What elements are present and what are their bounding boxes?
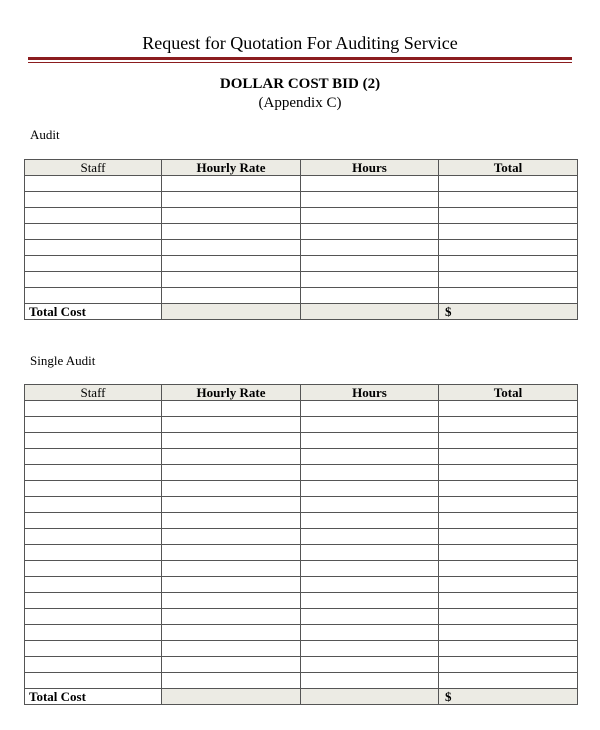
hours-cell[interactable] <box>301 176 439 192</box>
total-cell[interactable] <box>439 609 578 625</box>
audit-total-label: Total Cost <box>25 304 162 320</box>
table-header-row <box>25 385 578 401</box>
table-row <box>25 625 578 641</box>
hours-cell[interactable] <box>301 513 439 529</box>
hours-cell[interactable] <box>301 465 439 481</box>
table-header-row <box>25 160 578 176</box>
total-cell[interactable] <box>439 657 578 673</box>
single-audit-section-label: Single Audit <box>30 353 96 368</box>
total-cell[interactable] <box>439 192 578 208</box>
hours-cell[interactable] <box>301 609 439 625</box>
hourly-rate-cell[interactable] <box>162 272 301 288</box>
hours-cell[interactable] <box>301 272 439 288</box>
total-cell[interactable] <box>439 593 578 609</box>
total-cell[interactable] <box>439 641 578 657</box>
title-rule-thick <box>28 57 572 60</box>
table-row <box>25 256 578 272</box>
total-cell[interactable] <box>439 465 578 481</box>
staff-cell[interactable] <box>25 401 162 417</box>
hourly-rate-cell[interactable] <box>162 208 301 224</box>
single-audit-total-row <box>25 689 578 705</box>
total-cell[interactable] <box>439 288 578 304</box>
total-cell[interactable] <box>439 256 578 272</box>
total-cell[interactable] <box>439 417 578 433</box>
table-row <box>25 641 578 657</box>
hourly-rate-cell[interactable] <box>162 433 301 449</box>
single-audit-rows <box>25 401 578 689</box>
hours-cell[interactable] <box>301 417 439 433</box>
hourly-rate-cell[interactable] <box>162 192 301 208</box>
hours-cell[interactable] <box>301 545 439 561</box>
staff-cell[interactable] <box>25 240 162 256</box>
hourly-rate-cell[interactable] <box>162 497 301 513</box>
hours-cell[interactable] <box>301 641 439 657</box>
staff-cell[interactable] <box>25 449 162 465</box>
total-cell[interactable] <box>439 240 578 256</box>
hourly-rate-cell[interactable] <box>162 641 301 657</box>
staff-cell[interactable] <box>25 609 162 625</box>
staff-cell[interactable] <box>25 208 162 224</box>
hourly-rate-cell[interactable] <box>162 256 301 272</box>
staff-cell[interactable] <box>25 272 162 288</box>
staff-cell[interactable] <box>25 625 162 641</box>
document-title: Request for Quotation For Auditing Service <box>142 33 458 53</box>
bid-subtitle: (Appendix C) <box>258 95 342 111</box>
hourly-rate-cell[interactable] <box>162 481 301 497</box>
hours-cell[interactable] <box>301 256 439 272</box>
hours-column-header: Hours <box>301 385 439 401</box>
hours-cell[interactable] <box>301 224 439 240</box>
hours-cell[interactable] <box>301 529 439 545</box>
hourly-rate-cell[interactable] <box>162 529 301 545</box>
title-rule-thin <box>28 62 572 63</box>
staff-cell[interactable] <box>25 417 162 433</box>
hours-cell[interactable] <box>301 481 439 497</box>
hourly-rate-cell[interactable] <box>162 545 301 561</box>
table-row <box>25 192 578 208</box>
table-row <box>25 529 578 545</box>
single-audit-cost-table <box>24 384 578 705</box>
audit-total-row <box>25 304 578 320</box>
total-cell[interactable] <box>439 625 578 641</box>
hours-cell[interactable] <box>301 449 439 465</box>
staff-cell[interactable] <box>25 497 162 513</box>
table-row <box>25 609 578 625</box>
table-row <box>25 577 578 593</box>
single-audit-total-rate-cell <box>162 689 301 705</box>
hourly-rate-cell[interactable] <box>162 577 301 593</box>
hourly-rate-cell[interactable] <box>162 593 301 609</box>
table-row <box>25 545 578 561</box>
hours-cell[interactable] <box>301 240 439 256</box>
staff-cell[interactable] <box>25 481 162 497</box>
staff-cell[interactable] <box>25 673 162 689</box>
total-cell[interactable] <box>439 673 578 689</box>
total-cell[interactable] <box>439 481 578 497</box>
staff-cell[interactable] <box>25 288 162 304</box>
staff-cell[interactable] <box>25 513 162 529</box>
hours-cell[interactable] <box>301 561 439 577</box>
total-cell[interactable] <box>439 272 578 288</box>
table-row <box>25 465 578 481</box>
audit-total-hours-cell <box>301 304 439 320</box>
staff-cell[interactable] <box>25 577 162 593</box>
total-cell[interactable] <box>439 176 578 192</box>
hours-cell[interactable] <box>301 625 439 641</box>
hours-cell[interactable] <box>301 401 439 417</box>
table-row <box>25 401 578 417</box>
hours-cell[interactable] <box>301 577 439 593</box>
staff-column-header: Staff <box>25 160 162 176</box>
table-row <box>25 224 578 240</box>
total-cell[interactable] <box>439 513 578 529</box>
staff-cell[interactable] <box>25 256 162 272</box>
total-column-header: Total <box>439 385 578 401</box>
audit-rows <box>25 176 578 304</box>
audit-total-amount[interactable]: $ <box>439 304 578 320</box>
hourly-rate-cell[interactable] <box>162 224 301 240</box>
staff-cell[interactable] <box>25 224 162 240</box>
table-row <box>25 433 578 449</box>
single-audit-total-hours-cell <box>301 689 439 705</box>
single-audit-total-label: Total Cost <box>25 689 162 705</box>
table-row <box>25 513 578 529</box>
hourly-rate-cell[interactable] <box>162 288 301 304</box>
staff-cell[interactable] <box>25 545 162 561</box>
staff-cell[interactable] <box>25 529 162 545</box>
staff-cell[interactable] <box>25 176 162 192</box>
staff-cell[interactable] <box>25 465 162 481</box>
table-row <box>25 481 578 497</box>
staff-cell[interactable] <box>25 641 162 657</box>
hourly-rate-cell[interactable] <box>162 609 301 625</box>
total-cell[interactable] <box>439 401 578 417</box>
hourly-rate-cell[interactable] <box>162 673 301 689</box>
hourly-rate-column-header: Hourly Rate <box>162 160 301 176</box>
hourly-rate-cell[interactable] <box>162 240 301 256</box>
table-row <box>25 288 578 304</box>
hours-cell[interactable] <box>301 673 439 689</box>
table-row <box>25 208 578 224</box>
hourly-rate-cell[interactable] <box>162 513 301 529</box>
total-cell[interactable] <box>439 577 578 593</box>
table-row <box>25 673 578 689</box>
audit-section-label: Audit <box>30 127 60 142</box>
total-cell[interactable] <box>439 433 578 449</box>
staff-cell[interactable] <box>25 192 162 208</box>
hourly-rate-cell[interactable] <box>162 625 301 641</box>
staff-cell[interactable] <box>25 657 162 673</box>
hourly-rate-cell[interactable] <box>162 417 301 433</box>
hourly-rate-cell[interactable] <box>162 465 301 481</box>
hours-column-header: Hours <box>301 160 439 176</box>
hourly-rate-cell[interactable] <box>162 561 301 577</box>
hourly-rate-cell[interactable] <box>162 176 301 192</box>
hourly-rate-cell[interactable] <box>162 401 301 417</box>
audit-cost-table <box>24 159 578 320</box>
table-row <box>25 417 578 433</box>
table-row <box>25 176 578 192</box>
table-row <box>25 240 578 256</box>
table-row <box>25 561 578 577</box>
staff-cell[interactable] <box>25 433 162 449</box>
table-row <box>25 272 578 288</box>
hours-cell[interactable] <box>301 497 439 513</box>
total-cell[interactable] <box>439 224 578 240</box>
table-row <box>25 657 578 673</box>
total-cell[interactable] <box>439 545 578 561</box>
total-column-header: Total <box>439 160 578 176</box>
audit-total-rate-cell <box>162 304 301 320</box>
hours-cell[interactable] <box>301 288 439 304</box>
total-cell[interactable] <box>439 529 578 545</box>
total-cell[interactable] <box>439 561 578 577</box>
staff-cell[interactable] <box>25 561 162 577</box>
table-row <box>25 497 578 513</box>
single-audit-total-amount[interactable]: $ <box>439 689 578 705</box>
hours-cell[interactable] <box>301 208 439 224</box>
total-cell[interactable] <box>439 497 578 513</box>
bid-title: DOLLAR COST BID (2) <box>219 76 381 92</box>
hours-cell[interactable] <box>301 593 439 609</box>
staff-column-header: Staff <box>25 385 162 401</box>
hourly-rate-column-header: Hourly Rate <box>162 385 301 401</box>
hourly-rate-cell[interactable] <box>162 449 301 465</box>
total-cell[interactable] <box>439 208 578 224</box>
hours-cell[interactable] <box>301 433 439 449</box>
table-row <box>25 449 578 465</box>
total-cell[interactable] <box>439 449 578 465</box>
table-row <box>25 593 578 609</box>
hours-cell[interactable] <box>301 192 439 208</box>
hours-cell[interactable] <box>301 657 439 673</box>
hourly-rate-cell[interactable] <box>162 657 301 673</box>
staff-cell[interactable] <box>25 593 162 609</box>
